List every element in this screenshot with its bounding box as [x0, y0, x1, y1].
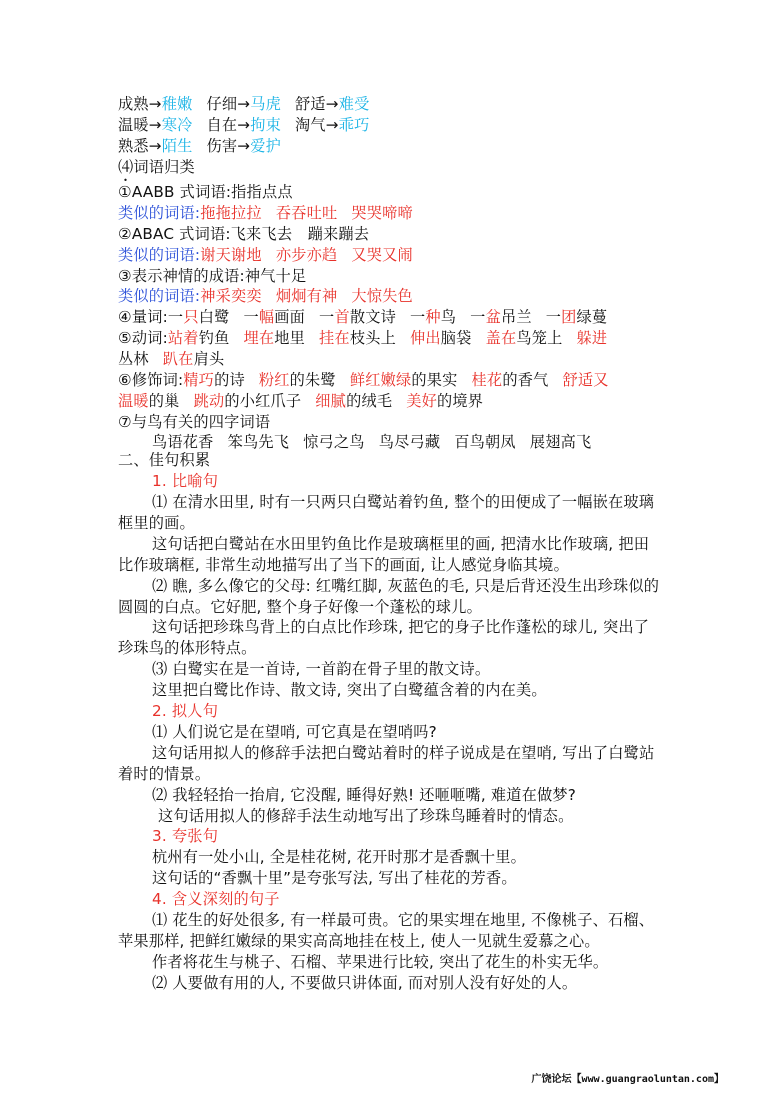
footer-url: 【www.guangraoluntan.com】	[571, 1074, 724, 1085]
measure-word: 盆	[485, 308, 501, 326]
verb-object: 脑袋	[440, 329, 472, 347]
idiom-similar	[118, 286, 740, 306]
antonym-word: 仔细	[206, 95, 238, 113]
antonym-word: 舒适	[295, 95, 326, 113]
antonym-word: 温暖	[118, 116, 149, 134]
antonym-answer: 马虎	[250, 95, 281, 113]
modifier-word: 精巧	[183, 371, 215, 389]
antonym-word: 伤害	[206, 137, 238, 155]
measure-prefix: 一	[470, 308, 486, 326]
measure-word: 幅	[258, 308, 275, 326]
classify-heading	[118, 157, 740, 185]
measure-noun: 散文诗	[349, 308, 396, 326]
similar-word: 哭哭啼啼	[351, 204, 413, 222]
measure-noun: 吊兰	[500, 308, 532, 326]
measure-noun: 鸟	[440, 308, 457, 326]
classify-heading-num: ⑷	[118, 158, 134, 176]
sentence-1a: ⑴ 在清水田里, 时有一只两只白鹭站着钓鱼, 整个的田便成了一幅嵌在玻璃	[152, 493, 655, 511]
measure-words	[118, 307, 740, 327]
modifier-word: 细腻	[315, 392, 347, 410]
modifier-words-2	[118, 391, 740, 411]
explain-4a: 这句话用拟人的修辞手法把白鹭站着时的样子说成是在望哨, 写出了白鹭站	[152, 744, 655, 762]
verb-word: 挂在	[319, 329, 350, 347]
explain-1b: 比作玻璃框, 非常生动地描写出了当下的画面, 让人感觉身临其境。	[118, 556, 569, 574]
explain-1a: 这句话把白鹭站在水田里钓鱼比作是玻璃框里的画, 把清水比作玻璃, 把田	[152, 535, 650, 553]
bird-words-heading: ⑦与鸟有关的四字词语	[118, 413, 271, 431]
sentence-6: 杭州有一处小山, 全是桂花树, 花开时那才是香飘十里。	[152, 848, 527, 866]
footer-site: 广饶论坛	[531, 1074, 572, 1085]
bird-word: 鸟语花香	[152, 433, 214, 451]
verb-word: 站着	[167, 329, 199, 347]
arrow-icon: →	[237, 116, 251, 134]
modifier-words-1	[118, 370, 740, 390]
bird-word: 鸟尽弓藏	[378, 433, 441, 451]
heading-hyperbole: 3. 夸张句	[152, 827, 219, 845]
verb-object: 地里	[274, 329, 306, 347]
antonym-row-3	[118, 136, 740, 156]
sentence-2b: 圆圆的白点。它好肥, 整个身子好像一个蓬松的球儿。	[118, 598, 482, 616]
modifier-word: 桂花	[471, 371, 503, 389]
sentence-4: ⑴ 人们说它是在望哨, 可它真是在望哨吗?	[152, 723, 437, 741]
explain-6: 这句话的“香飘十里”是夸张写法, 写出了桂花的芳香。	[152, 869, 517, 887]
antonym-answer: 拘束	[250, 116, 281, 134]
measure-word: 只	[183, 308, 199, 326]
antonym-word: 淘气	[295, 116, 326, 134]
verb-word: 埋在	[243, 329, 275, 347]
antonym-word: 熟悉	[118, 137, 149, 155]
arrow-icon: →	[148, 116, 162, 134]
antonym-word: 自在	[206, 116, 238, 134]
explain-2a: 这句话把珍珠鸟背上的白点比作珍珠, 把它的身子比作蓬松的球儿, 突出了	[152, 618, 650, 636]
abac-similar	[118, 245, 740, 265]
verb-words-2	[118, 349, 740, 369]
arrow-icon: →	[325, 95, 339, 113]
similar-word: 又哭又闹	[351, 246, 413, 264]
modifier-noun: 的境界	[437, 392, 484, 410]
antonym-word: 成熟	[118, 95, 149, 113]
measure-word: 团	[561, 308, 577, 326]
arrow-icon: →	[325, 116, 339, 134]
explain-3: 这里把白鹭比作诗、散文诗, 突出了白鹭蕴含着的内在美。	[152, 681, 547, 699]
similar-word: 神采奕奕	[200, 287, 262, 305]
similar-word: 亦步亦趋	[275, 246, 338, 264]
modifier-noun: 的绒毛	[346, 392, 393, 410]
modifier-word: 美好	[406, 392, 438, 410]
similar-label: 类似的词语:	[118, 204, 201, 222]
section-2-title: 二、佳句积累	[118, 451, 211, 469]
antonym-answer: 乖巧	[338, 116, 370, 134]
modifier-noun: 的诗	[214, 371, 245, 389]
modifier-noun: 的朱鹭	[289, 371, 336, 389]
arrow-icon: →	[148, 95, 162, 113]
classify-heading-text: 词语归类	[133, 158, 195, 176]
modifier-word: 舒适又	[562, 371, 609, 389]
modifier-word: 温暖	[118, 392, 149, 410]
similar-label: 类似的词语:	[118, 287, 201, 305]
modifier-label: ⑥修饰词:	[118, 371, 184, 389]
measure-prefix: 一	[319, 308, 335, 326]
measure-noun: 绿蔓	[576, 308, 608, 326]
antonym-answer: 陌生	[161, 137, 193, 155]
modifier-noun: 的小红爪子	[224, 392, 302, 410]
verb-word: 盖在	[485, 329, 517, 347]
similar-word: 拖拖拉拉	[200, 204, 262, 222]
aabb-line: ①AABB 式词语:指指点点	[118, 183, 293, 201]
similar-word: 谢天谢地	[200, 246, 262, 264]
verb-object: 钓鱼	[198, 329, 230, 347]
modifier-noun: 的香气	[502, 371, 549, 389]
bird-word: 展翅高飞	[529, 433, 592, 451]
modifier-noun: 的果实	[411, 371, 458, 389]
similar-word: 炯炯有神	[275, 287, 338, 305]
arrow-icon: →	[148, 137, 162, 155]
antonym-row-1	[118, 94, 740, 114]
arrow-icon: →	[237, 137, 251, 155]
verb-object: 枝头上	[349, 329, 396, 347]
modifier-word: 跳动	[193, 392, 225, 410]
heading-personification: 2. 拟人句	[152, 702, 219, 720]
modifier-noun: 的巢	[148, 392, 180, 410]
measure-prefix: 一	[243, 308, 259, 326]
sentence-1b: 框里的画。	[118, 514, 195, 532]
verb-words-1	[118, 328, 740, 348]
sentence-5: ⑵ 我轻轻抬一抬肩, 它没醒, 睡得好熟! 还咂咂嘴, 难道在做梦?	[152, 786, 577, 804]
measure-noun: 画面	[274, 308, 306, 326]
antonym-row-2	[118, 115, 740, 135]
verb-word: 伸出	[410, 329, 441, 347]
modifier-word: 粉红	[258, 371, 290, 389]
modifier-word: 鲜红嫩绿	[349, 371, 412, 389]
bird-word: 百鸟朝凤	[454, 433, 516, 451]
footer-watermark	[532, 1070, 724, 1085]
measure-prefix: 一	[545, 308, 562, 326]
bird-word: 惊弓之鸟	[303, 433, 365, 451]
antonym-answer: 稚嫩	[161, 95, 193, 113]
antonym-answer: 寒冷	[161, 116, 193, 134]
heading-profound: 4. 含义深刻的句子	[152, 890, 280, 908]
measure-prefix: 一	[410, 308, 426, 326]
arrow-icon: →	[237, 95, 251, 113]
bird-words-list	[152, 432, 740, 452]
explain-5: 这句话用拟人的修辞手法生动地写出了珍珠鸟睡着时的情态。	[158, 807, 574, 825]
verb-word: 躲进	[576, 329, 608, 347]
abac-line: ②ABAC 式词语:飞来飞去 蹦来蹦去	[118, 225, 370, 243]
similar-word: 吞吞吐吐	[275, 204, 338, 222]
similar-label: 类似的词语:	[118, 246, 201, 264]
sentence-3: ⑶ 白鹭实在是一首诗, 一首韵在骨子里的散文诗。	[152, 660, 491, 678]
explain-7: 作者将花生与桃子、石榴、苹果进行比较, 突出了花生的朴实无华。	[152, 953, 609, 971]
verb-object: 肩头	[193, 350, 225, 368]
similar-word: 大惊失色	[351, 287, 413, 305]
explain-4b: 着时的情景。	[118, 765, 211, 783]
measure-word: 首	[334, 308, 350, 326]
aabb-similar	[118, 203, 740, 223]
idiom-line: ③表示神情的成语:神气十足	[118, 267, 307, 285]
heading-metaphor: 1. 比喻句	[152, 472, 219, 490]
verb-word: 趴在	[162, 350, 194, 368]
measure-word: 种	[425, 308, 441, 326]
sentence-7b: 苹果那样, 把鲜红嫩绿的果实高高地挂在枝上, 使人一见就生爱慕之心。	[118, 932, 600, 950]
verb-prefix: 丛林	[118, 350, 149, 368]
measure-noun: 白鹭	[198, 308, 230, 326]
antonym-answer: 爱护	[250, 137, 281, 155]
measure-label: ④量词:	[118, 308, 168, 326]
bird-word: 笨鸟先飞	[227, 433, 290, 451]
verb-object: 鸟笼上	[516, 329, 563, 347]
explain-2b: 珍珠鸟的体形特点。	[118, 639, 257, 657]
sentence-7a: ⑴ 花生的好处很多, 有一样最可贵。它的果实埋在地里, 不像桃子、石榴、	[152, 911, 655, 929]
antonym-answer: 难受	[338, 95, 370, 113]
verb-label: ⑤动词:	[118, 329, 168, 347]
sentence-8: ⑵ 人要做有用的人, 不要做只讲体面, 而对别人没有好处的人。	[152, 974, 578, 992]
sentence-2a: ⑵ 瞧, 多么像它的父母: 红嘴红脚, 灰蓝色的毛, 只是后背还没生出珍珠似的	[152, 577, 660, 595]
measure-prefix: 一	[167, 308, 184, 326]
